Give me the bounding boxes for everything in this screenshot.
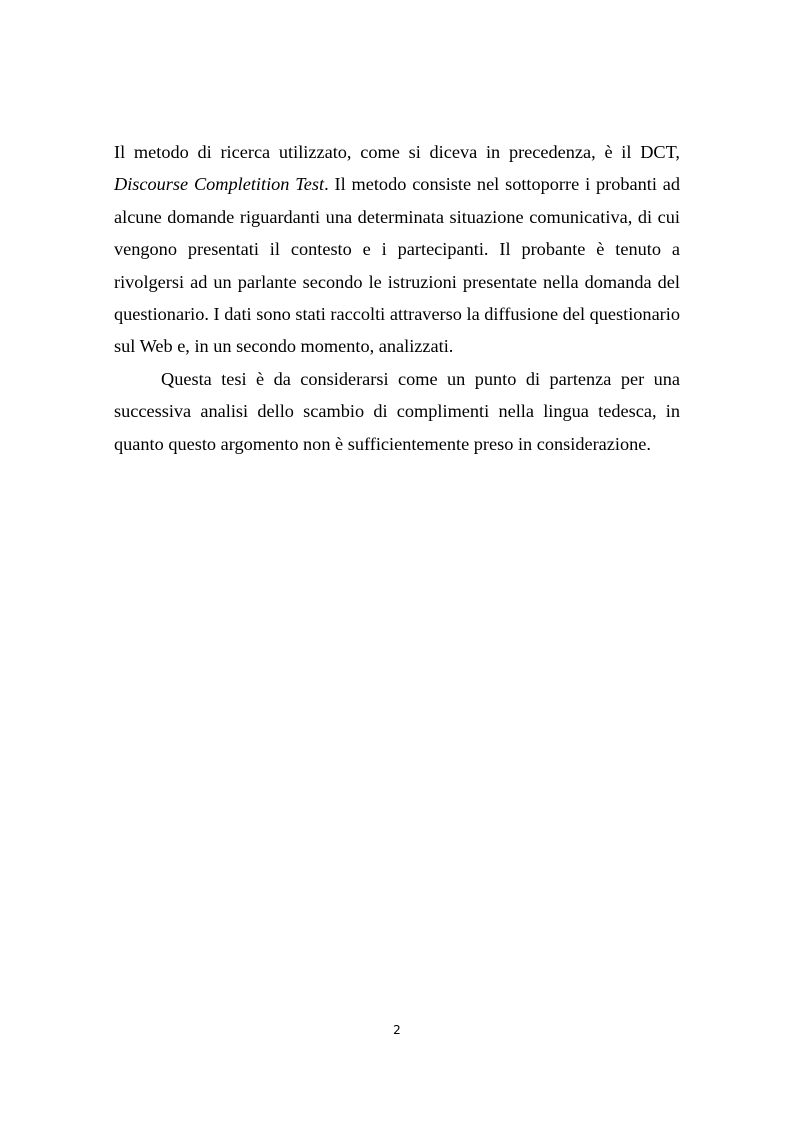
page-number: 2: [393, 1023, 401, 1037]
paragraph-thesis-scope: Questa tesi è da considerarsi come un punto di partenza per una successiva analisi dello scambio di complimenti nella lingua tedesca, in quanto questo argomento non è sufficientemente preso in considerazione.: [114, 368, 680, 454]
paragraph-method: [114, 136, 680, 363]
body-text: [114, 136, 680, 460]
paragraph-method-text-end: . Il metodo consiste nel sottoporre i probanti ad alcune domande riguardanti una determinata situazione comunicativa, di cui vengono presentati il contesto e i partecipanti. Il probante è tenuto a rivolgersi ad un parlante secondo le istruzioni presentate nella domanda del questionario. I dati sono stati raccolti attraverso la diffusione del questionario sul Web e, in un secondo momento, analizzati.: [114, 174, 681, 357]
paragraph-method-text-start: Il metodo di ricerca utilizzato, come si diceva in precedenza, è il DCT,: [114, 142, 680, 162]
dct-term-italic: Discourse Completition Test: [114, 174, 325, 195]
